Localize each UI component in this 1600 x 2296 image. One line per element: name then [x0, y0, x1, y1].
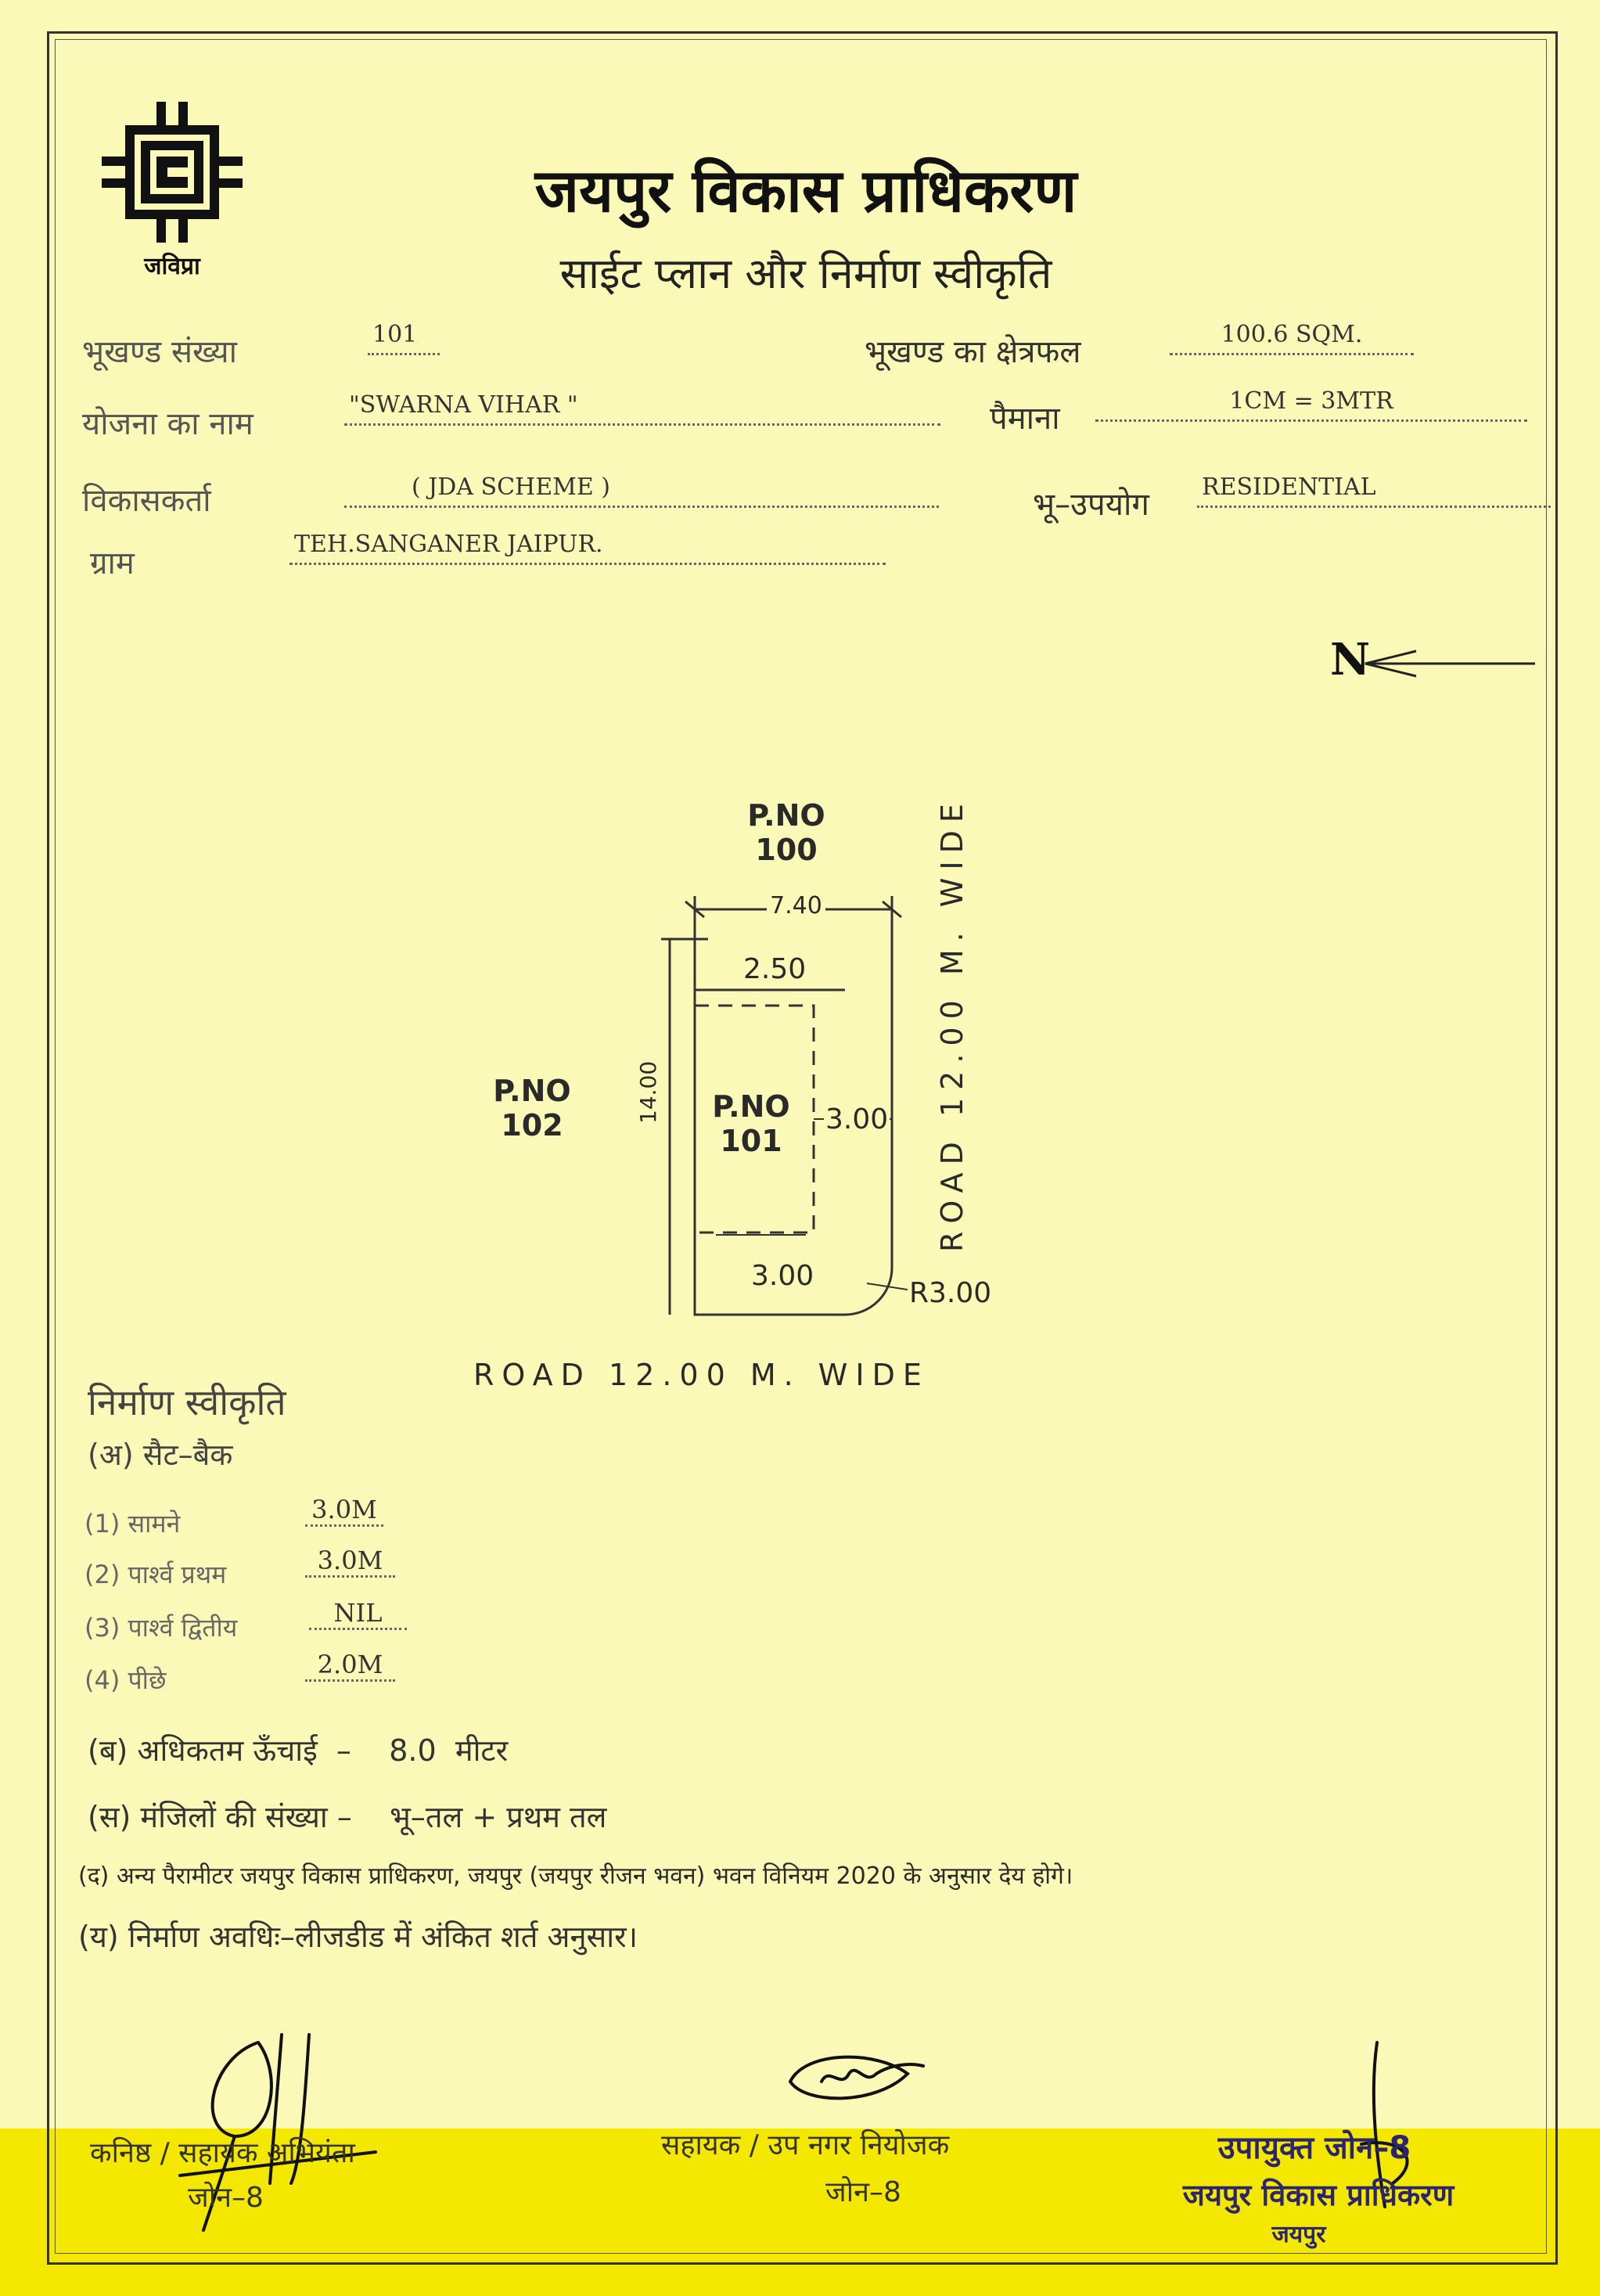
setback-heading: (अ) सैट–बैक [88, 1438, 233, 1472]
plot-area-value: 100.6 SQM. [1170, 321, 1414, 355]
setback-side1-value: 3.0M [305, 1546, 395, 1578]
road-right-label: ROAD 12.00 M. WIDE [935, 796, 969, 1252]
floor-count: (स) मंजिलों की संख्या – भू–तल + प्रथम तल [88, 1800, 607, 1834]
developer-value: ( JDA SCHEME ) [344, 473, 939, 508]
setback-side1-label: (2) पार्श्व प्रथम [84, 1560, 227, 1589]
land-use-label: भू–उपयोग [1033, 487, 1149, 523]
corner-radius: R3.00 [909, 1277, 992, 1309]
village-value: TEH.SANGANER JAIPUR. [289, 531, 886, 565]
signer-right-org: जयपुर विकास प्राधिकरण [1182, 2178, 1454, 2212]
plot-101-line2: 101 [720, 1124, 782, 1158]
plot-100-line1: P.NO [747, 798, 825, 833]
plot-100-line2: 100 [755, 833, 818, 867]
signer-middle-designation: सहायक / उप नगर नियोजक [661, 2129, 950, 2161]
land-use-value: RESIDENTIAL [1197, 473, 1551, 508]
max-height: (ब) अधिकतम ऊँचाई – 8.0 मीटर [88, 1733, 509, 1768]
logo-caption: जविप्रा [144, 253, 200, 280]
construction-period: (य) निर्माण अवधिः–लीजडीड में अंकित शर्त अनुसार। [78, 1920, 638, 1954]
north-label: N [1330, 634, 1371, 686]
scale-value: 1CM = 3MTR [1095, 387, 1527, 422]
signer-right-city: जयपुर [1271, 2221, 1326, 2248]
middle-signature [790, 2057, 923, 2099]
signer-left-designation: कनिष्ठ / सहायक अभियंता [90, 2137, 355, 2169]
road-bottom-label: ROAD 12.00 M. WIDE [473, 1358, 929, 1392]
developer-label: विकासकर्ता [82, 483, 211, 519]
setback-side2-label: (3) पार्श्व द्वितीय [84, 1613, 238, 1643]
setback-front-label: (1) सामने [84, 1509, 181, 1538]
dim-depth: 14.00 [635, 1058, 661, 1127]
scale-label: पैमाना [990, 401, 1060, 437]
dim-width: 7.40 [767, 892, 825, 919]
plot-area-label: भूखण्ड का क्षेत्रफल [865, 334, 1081, 370]
setback-side2-value: NIL [309, 1598, 407, 1630]
signer-left-zone: जोन–8 [188, 2182, 264, 2214]
plot-100-label [739, 798, 833, 867]
plot-no-label: भूखण्ड संख्या [82, 334, 237, 370]
dim-front: 2.50 [743, 953, 807, 985]
dim-side: 3.00 [825, 1103, 889, 1135]
other-parameters: (द) अन्य पैरामीटर जयपुर विकास प्राधिकरण, जयपुर (जयपुर रीजन भवन) भवन विनियम 2020 के अनुसार देय होगे। [78, 1862, 1073, 1890]
plot-102-label [481, 1074, 583, 1143]
scheme-name-value: "SWARNA VIHAR " [344, 391, 940, 426]
setback-rear-label: (4) पीछे [84, 1665, 167, 1695]
approval-heading: निर्माण स्वीकृति [88, 1381, 286, 1423]
signer-right-stamp: उपायुक्त जोन–8 [1217, 2130, 1411, 2166]
plot-no-value: 101 [368, 321, 440, 355]
signer-middle-zone: जोन–8 [825, 2176, 901, 2208]
plot-102-line2: 102 [501, 1108, 563, 1143]
scheme-name-label: योजना का नाम [82, 406, 253, 442]
dim-rear: 3.00 [751, 1260, 814, 1292]
setback-front-value: 3.0M [305, 1495, 383, 1527]
plot-102-line1: P.NO [493, 1074, 571, 1108]
page-subtitle: साईट प्लान और निर्माण स्वीकृति [559, 249, 1052, 298]
setback-rear-value: 2.0M [305, 1650, 395, 1682]
plot-101-label [704, 1089, 798, 1158]
plot-101-line1: P.NO [712, 1089, 790, 1124]
page-title: जयपुर विकास प्राधिकरण [534, 156, 1077, 225]
village-label: ग्राम [90, 545, 135, 581]
